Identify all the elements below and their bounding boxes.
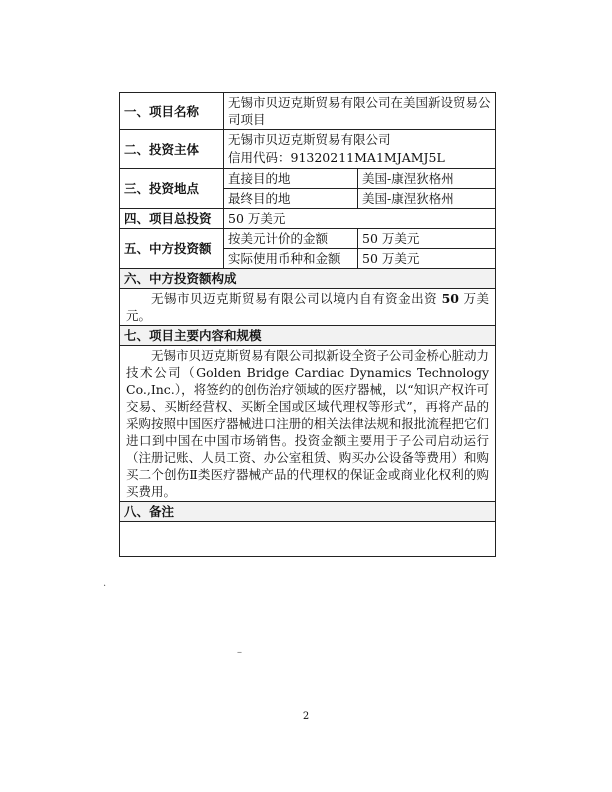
usd-amount-label: 按美元计价的金额 — [224, 229, 358, 249]
remarks-body — [120, 522, 496, 557]
project-name-label: 一、项目名称 — [120, 93, 224, 130]
chinese-investment-label: 五、中方投资额 — [120, 229, 224, 269]
total-investment-value: 50 万美元 — [224, 209, 496, 229]
investor-value — [224, 130, 496, 169]
composition-heading: 六、中方投资额构成 — [120, 269, 496, 289]
actual-currency-label: 实际使用币种和金额 — [224, 249, 358, 269]
final-destination-label: 最终目的地 — [224, 189, 358, 209]
row-location-direct — [120, 169, 496, 189]
composition-text-after: 万美元。 — [126, 291, 490, 323]
row-total-investment — [120, 209, 496, 229]
location-label: 三、投资地点 — [120, 169, 224, 209]
total-investment-label: 四、项目总投资 — [120, 209, 224, 229]
actual-currency-value: 50 万美元 — [358, 249, 496, 269]
composition-amount: 50 — [441, 291, 460, 306]
page-number: 2 — [302, 711, 310, 722]
direct-destination-label: 直接目的地 — [224, 169, 358, 189]
content-heading: 七、项目主要内容和规模 — [120, 326, 496, 346]
project-name-value: 无锡市贝迈克斯贸易有限公司在美国新设贸易公司项目 — [224, 93, 496, 130]
row-remarks-heading — [120, 502, 496, 522]
row-project-name — [120, 93, 496, 130]
investor-company: 无锡市贝迈克斯贸易有限公司 — [228, 132, 391, 147]
stray-dot-mark: . — [103, 578, 107, 589]
final-destination-value: 美国-康涅狄格州 — [358, 189, 496, 209]
row-composition-body — [120, 289, 496, 326]
row-chinese-usd — [120, 229, 496, 249]
row-composition-heading — [120, 269, 496, 289]
project-info-table — [119, 92, 496, 557]
investor-label: 二、投资主体 — [120, 130, 224, 169]
composition-text — [120, 289, 496, 326]
row-content-body — [120, 346, 496, 502]
usd-amount-value: 50 万美元 — [358, 229, 496, 249]
content-text: 无锡市贝迈克斯贸易有限公司拟新设全资子公司金桥心脏动力技术公司（Golden Bridge Cardiac Dynamics Technology Co.,Inc.），将签约的创伤治疗领域的医疗器械，以“知识产权许可交易、买断经营权、买断全国或区域代理权等形式”，再将产品的采购按照中国医疗器械进口注册的相关法律法规和报批流程把它们进口到中国在中国市场销售。投资金额主要用于子公司启动运行（注册记账、人员工资、办公室租赁、购买办公设备等费用）和购买二个创伤Ⅱ类医疗器械产品的代理权的保证金或商业化权利的购买费用。 — [120, 346, 496, 502]
row-investor — [120, 130, 496, 169]
stray-dash-mark: – — [237, 647, 242, 658]
investor-credit-code: 信用代码：91320211MA1MJAMJ5L — [228, 150, 445, 165]
row-remarks-body — [120, 522, 496, 557]
row-content-heading — [120, 326, 496, 346]
remarks-heading: 八、备注 — [120, 502, 496, 522]
direct-destination-value: 美国-康涅狄格州 — [358, 169, 496, 189]
composition-text-before: 无锡市贝迈克斯贸易有限公司以境内自有资金出资 — [151, 291, 442, 306]
